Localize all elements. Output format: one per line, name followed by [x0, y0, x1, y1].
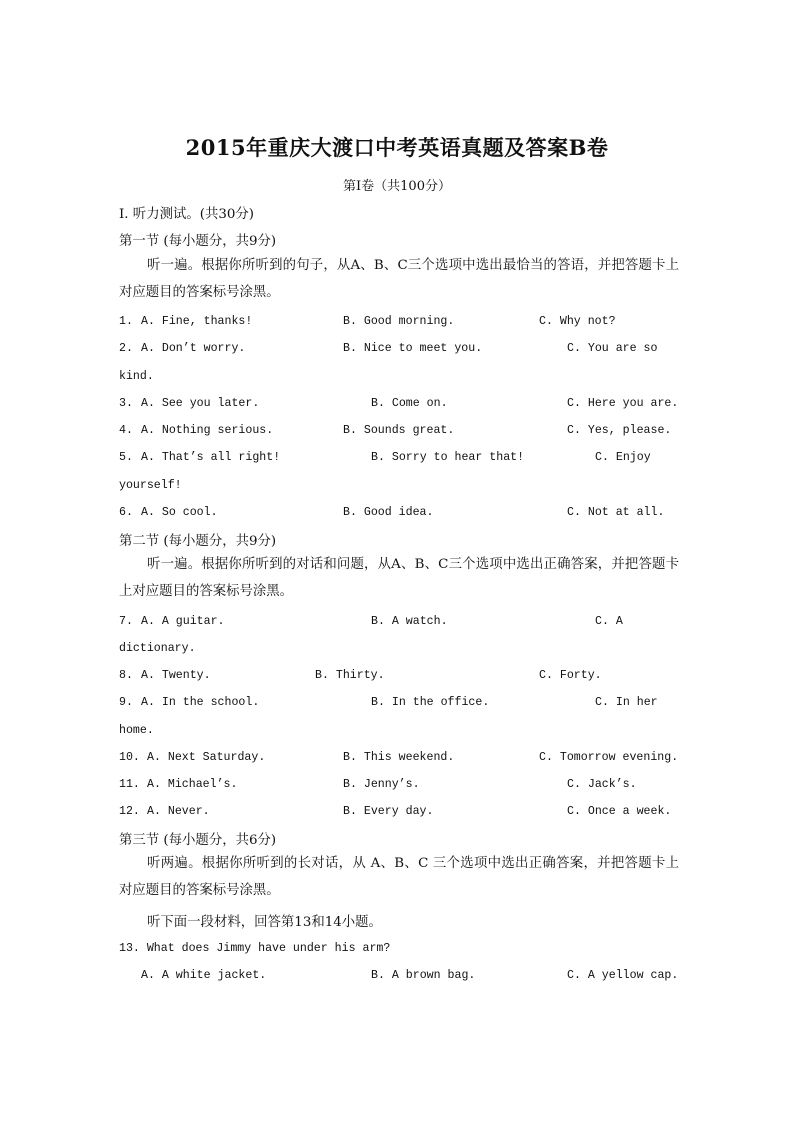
option-a: A. Twenty. [141, 669, 211, 682]
section-instruction-1: 听一遍。根据你所听到的句子，从A、B、C三个选项中选出最恰当的答语，并把答题卡上对应题目的答案标号涂黑。 [119, 258, 679, 300]
option-b: B. Come on. [371, 397, 448, 410]
option-b: B. Every day. [343, 805, 434, 818]
option-continuation: kind. [119, 370, 154, 383]
section-heading-1: 第一节 (每小题分，共9分) [119, 234, 277, 249]
question-stem: 13. What does Jimmy have under his arm? [119, 942, 391, 955]
section-instruction-2: 听一遍。根据你所听到的对话和问题，从A、B、C三个选项中选出正确答案，并把答题卡上对应题目的答案标号涂黑。 [119, 557, 679, 599]
option-b: B. A brown bag. [371, 969, 476, 982]
option-a: A. A white jacket. [141, 969, 267, 982]
option-c: C. Jack’s. [567, 778, 637, 791]
option-c: C. Once a week. [567, 805, 672, 818]
option-a: A. In the school. [141, 696, 260, 709]
question-number: 11. [119, 778, 140, 791]
option-b: B. A watch. [371, 615, 448, 628]
option-c: C. Enjoy [595, 451, 651, 464]
option-a: A. Nothing serious. [141, 424, 274, 437]
option-c: C. Here you are. [567, 397, 679, 410]
section-heading-3: 第三节 (每小题分，共6分) [119, 833, 277, 848]
question-number: 4. [119, 424, 133, 437]
option-b: B. In the office. [371, 696, 490, 709]
option-c: C. Why not? [539, 315, 616, 328]
option-a: A. A guitar. [141, 615, 225, 628]
question-number: 1. [119, 315, 133, 328]
option-b: B. Good idea. [343, 506, 434, 519]
option-b: B. Nice to meet you. [343, 342, 483, 355]
option-b: B. Sorry to hear that! [371, 451, 525, 464]
option-continuation: yourself! [119, 479, 182, 492]
section-instruction-3: 听两遍。根据你所听到的长对话，从 A、B、C 三个选项中选出正确答案，并把答题卡上对应题目的答案标号涂黑。 [119, 856, 679, 898]
section-heading-2: 第二节 (每小题分，共9分) [119, 534, 277, 549]
option-a: A. That’s all right! [141, 451, 281, 464]
option-c: C. Yes, please. [567, 424, 672, 437]
option-c: C. Tomorrow evening. [539, 751, 679, 764]
question-number: 9. [119, 696, 133, 709]
option-a: A. Fine, thanks! [141, 315, 253, 328]
question-number: 12. [119, 805, 140, 818]
option-a: A. Next Saturday. [147, 751, 266, 764]
question-number: 2. [119, 342, 133, 355]
part-heading: I. 听力测试。(共30分) [119, 207, 255, 222]
option-a: A. Don’t worry. [141, 342, 246, 355]
question-number: 8. [119, 669, 133, 682]
option-c: C. In her [595, 696, 658, 709]
option-b: B. Good morning. [343, 315, 455, 328]
option-b: B. Sounds great. [343, 424, 455, 437]
option-b: B. Jenny’s. [343, 778, 420, 791]
option-a: A. See you later. [141, 397, 260, 410]
question-number: 10. [119, 751, 140, 764]
question-number: 6. [119, 506, 133, 519]
option-continuation: home. [119, 724, 154, 737]
option-a: A. So cool. [141, 506, 218, 519]
listening-note: 听下面一段材料，回答第13和14小题。 [147, 915, 382, 930]
option-c: C. A yellow cap. [567, 969, 679, 982]
option-a: A. Michael’s. [147, 778, 238, 791]
question-number: 5. [119, 451, 133, 464]
option-c: C. Not at all. [567, 506, 665, 519]
question-number: 7. [119, 615, 133, 628]
page-title: 2015年重庆大渡口中考英语真题及答案B卷 [185, 135, 609, 160]
option-a: A. Never. [147, 805, 210, 818]
option-continuation: dictionary. [119, 642, 196, 655]
option-b: B. Thirty. [315, 669, 385, 682]
option-c: C. Forty. [539, 669, 602, 682]
question-number: 3. [119, 397, 133, 410]
paper-subtitle: 第I卷（共100分） [343, 179, 451, 194]
option-b: B. This weekend. [343, 751, 455, 764]
option-c: C. A [595, 615, 623, 628]
option-c: C. You are so [567, 342, 658, 355]
